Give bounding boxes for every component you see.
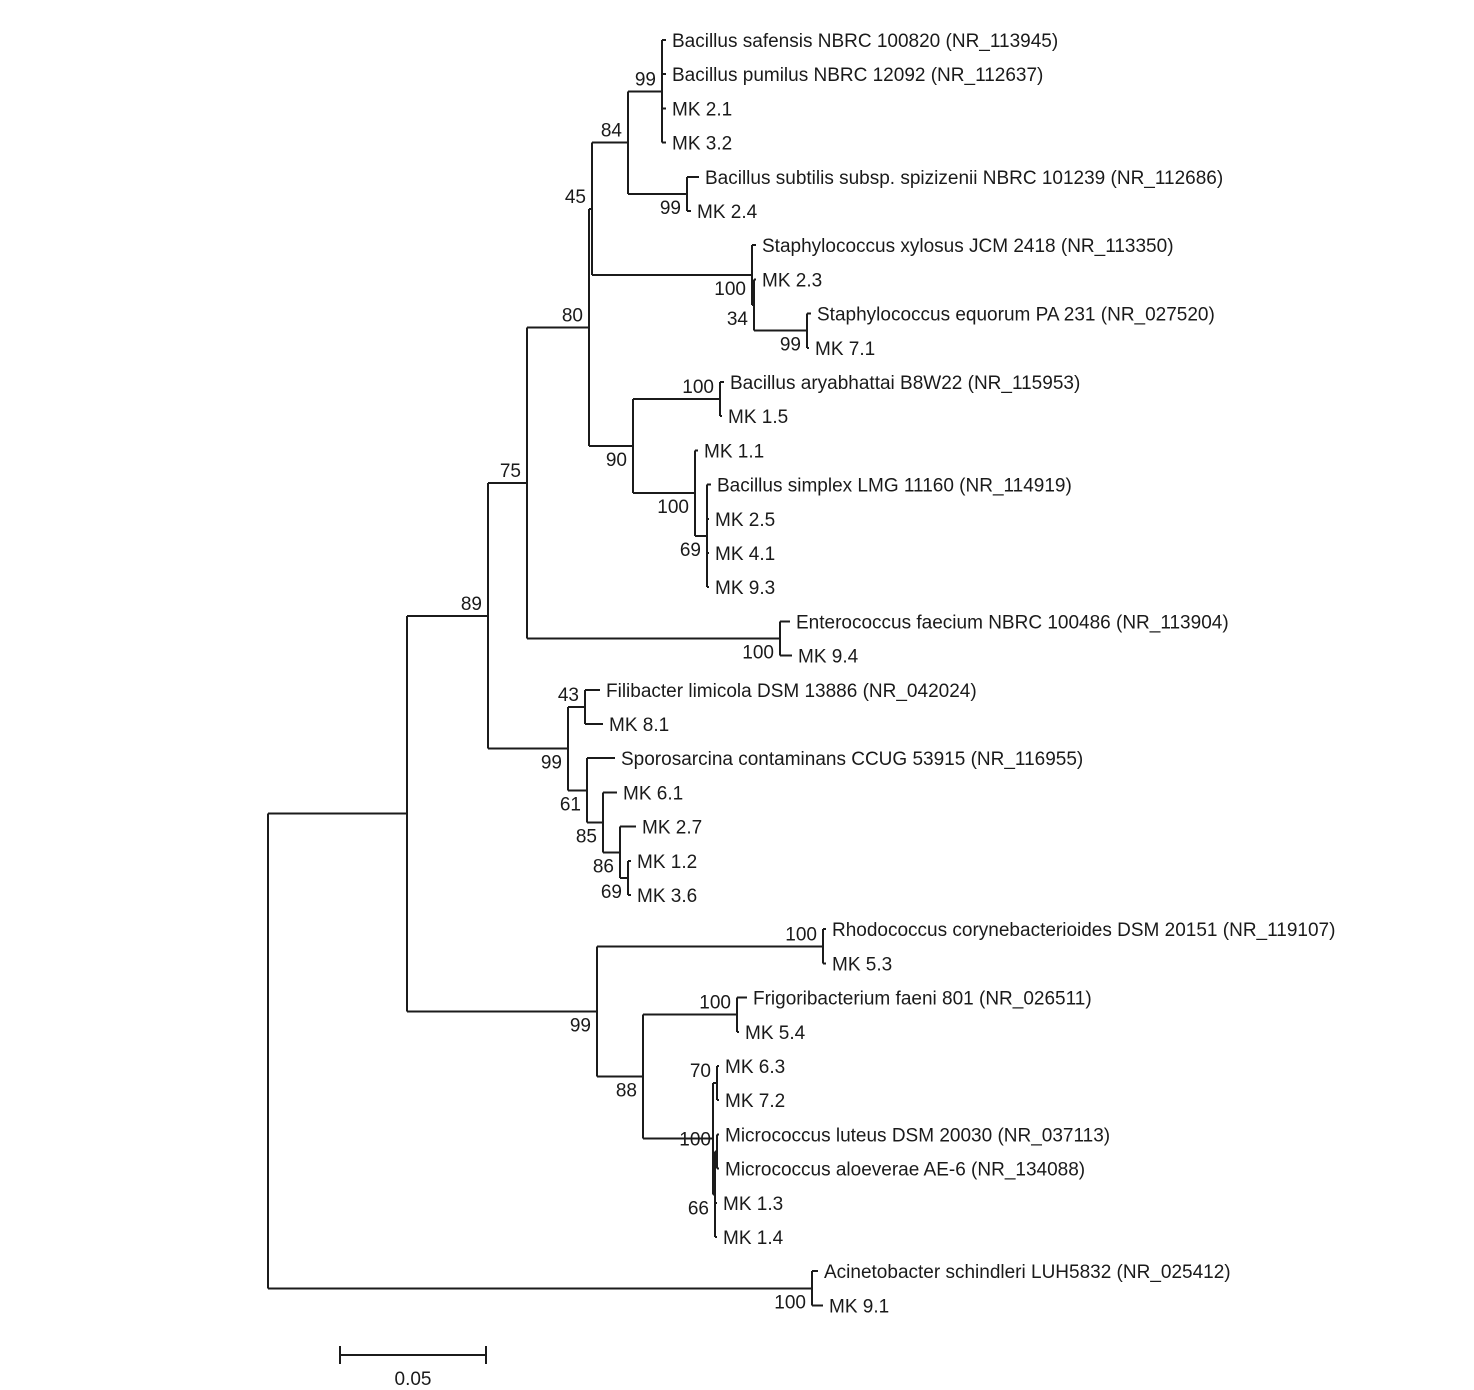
scale-bar-label: 0.05 <box>394 1369 432 1390</box>
bootstrap-value: 99 <box>569 1015 591 1037</box>
bootstrap-value: 43 <box>557 684 579 706</box>
taxon-label: Enterococcus faecium NBRC 100486 (NR_113904) <box>796 612 1229 634</box>
bootstrap-value: 100 <box>774 1292 806 1314</box>
bootstrap-value: 34 <box>726 309 748 331</box>
taxon-label: MK 9.1 <box>829 1296 890 1318</box>
bootstrap-value: 100 <box>742 642 774 664</box>
bootstrap-value: 88 <box>615 1080 637 1102</box>
taxon-label: MK 1.4 <box>723 1228 784 1249</box>
taxon-label: MK 2.1 <box>672 99 733 121</box>
bootstrap-value: 100 <box>785 924 817 946</box>
bootstrap-value: 99 <box>659 197 681 219</box>
scale-bar <box>340 1346 486 1390</box>
taxon-label: Rhodococcus corynebacterioides DSM 20151 (NR_119107) <box>832 920 1336 942</box>
bootstrap-value: 89 <box>460 593 482 615</box>
taxon-label: Micrococcus luteus DSM 20030 (NR_037113) <box>725 1125 1111 1147</box>
bootstrap-value: 99 <box>779 334 801 356</box>
taxon-label: Staphylococcus xylosus JCM 2418 (NR_113350) <box>762 236 1174 258</box>
taxon-label: MK 7.2 <box>725 1091 786 1113</box>
bootstrap-value: 100 <box>682 377 714 399</box>
bootstrap-value: 45 <box>564 186 586 208</box>
bootstrap-value: 75 <box>499 460 521 482</box>
bootstrap-value: 100 <box>657 497 689 519</box>
taxon-label: Bacillus simplex LMG 11160 (NR_114919) <box>717 475 1072 497</box>
taxon-label: MK 6.1 <box>623 783 684 805</box>
taxon-label: MK 1.3 <box>723 1193 784 1215</box>
tree-branches <box>268 31 1335 1317</box>
bootstrap-value: 80 <box>561 305 583 327</box>
taxon-label: MK 9.3 <box>715 578 776 600</box>
taxon-label: MK 3.6 <box>637 886 698 907</box>
taxon-label: Bacillus aryabhattai B8W22 (NR_115953) <box>730 373 1081 394</box>
taxon-label: Bacillus subtilis subsp. spizizenii NBRC 101239 (NR_112686) <box>705 167 1224 189</box>
taxon-label: Bacillus safensis NBRC 100820 (NR_113945) <box>672 31 1059 52</box>
bootstrap-value: 66 <box>687 1198 709 1220</box>
bootstrap-value: 90 <box>605 450 627 472</box>
taxon-label: MK 7.1 <box>815 338 876 360</box>
taxon-label: MK 2.5 <box>715 509 776 531</box>
taxon-label: MK 2.7 <box>642 817 703 839</box>
bootstrap-value: 69 <box>679 539 701 561</box>
taxon-label: MK 1.2 <box>637 851 698 873</box>
bootstrap-value: 70 <box>689 1061 711 1083</box>
taxon-label: Filibacter limicola DSM 13886 (NR_042024) <box>606 680 977 702</box>
taxon-label: MK 4.1 <box>715 544 776 565</box>
bootstrap-value: 84 <box>600 120 622 142</box>
taxon-label: MK 6.3 <box>725 1057 786 1078</box>
bootstrap-value: 85 <box>575 826 597 848</box>
taxon-label: MK 3.2 <box>672 133 733 155</box>
taxon-label: MK 8.1 <box>609 715 670 736</box>
bootstrap-value: 100 <box>699 992 731 1014</box>
taxon-label: Bacillus pumilus NBRC 12092 (NR_112637) <box>672 65 1044 87</box>
bootstrap-value: 61 <box>559 794 581 816</box>
taxon-label: MK 5.4 <box>745 1022 806 1044</box>
taxon-label: MK 2.4 <box>697 202 758 223</box>
taxon-label: Staphylococcus equorum PA 231 (NR_027520) <box>817 304 1215 326</box>
bootstrap-value: 100 <box>714 279 746 301</box>
bootstrap-value: 99 <box>540 752 562 774</box>
taxon-label: Acinetobacter schindleri LUH5832 (NR_025412) <box>824 1262 1231 1284</box>
taxon-label: Sporosarcina contaminans CCUG 53915 (NR_116955) <box>621 749 1084 771</box>
bootstrap-value: 100 <box>679 1129 711 1151</box>
taxon-label: MK 9.4 <box>798 646 859 668</box>
taxon-label: Frigoribacterium faeni 801 (NR_026511) <box>753 988 1092 1010</box>
taxon-label: MK 5.3 <box>832 954 893 976</box>
taxon-label: Micrococcus aloeverae AE-6 (NR_134088) <box>725 1159 1086 1181</box>
taxon-label: MK 1.5 <box>728 407 789 429</box>
bootstrap-value: 69 <box>600 881 622 903</box>
taxon-label: MK 2.3 <box>762 270 823 292</box>
taxon-label: MK 1.1 <box>704 441 765 463</box>
bootstrap-value: 86 <box>592 856 614 878</box>
bootstrap-value: 99 <box>634 69 656 91</box>
